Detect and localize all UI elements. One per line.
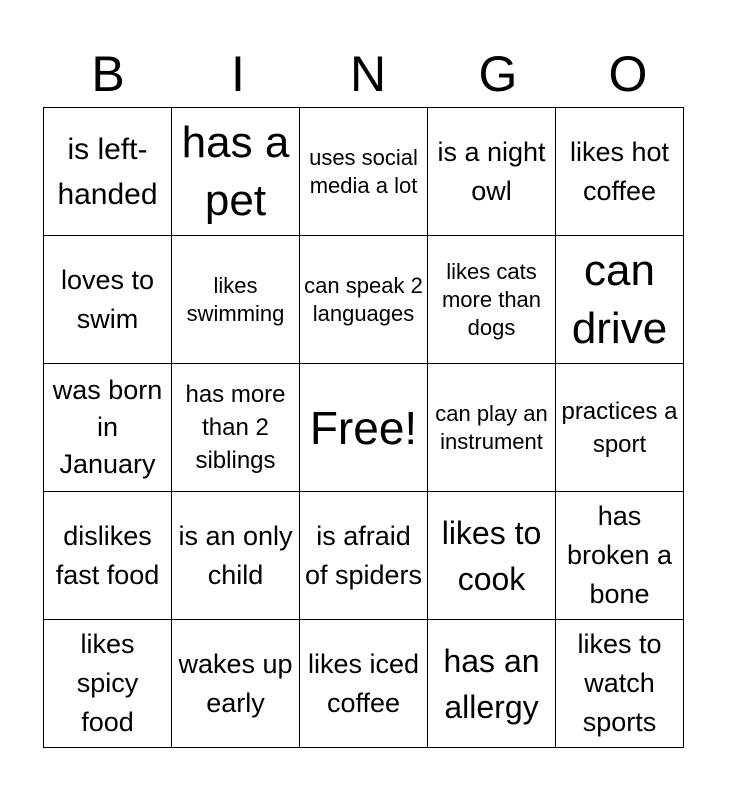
board-row <box>44 492 684 620</box>
bingo-cell[interactable] <box>44 620 172 748</box>
cell-text: likes to watch sports <box>577 629 662 737</box>
bingo-cell[interactable] <box>556 236 684 364</box>
bingo-cell[interactable] <box>428 108 556 236</box>
bingo-board <box>43 107 684 748</box>
bingo-cell[interactable] <box>300 236 428 364</box>
board-row <box>44 364 684 492</box>
cell-text: loves to swim <box>60 264 155 334</box>
board-row <box>44 108 684 236</box>
bingo-cell[interactable] <box>428 492 556 620</box>
cell-text: uses social media a lot <box>309 144 418 198</box>
cell-text: has a pet <box>181 117 290 225</box>
cell-text: likes spicy food <box>76 629 139 737</box>
bingo-cell[interactable] <box>172 620 300 748</box>
bingo-cell[interactable] <box>44 236 172 364</box>
cell-text: likes hot coffee <box>569 136 670 206</box>
bingo-cell[interactable] <box>44 492 172 620</box>
cell-text: is a night owl <box>437 136 546 206</box>
header-letter-g: G <box>478 46 518 102</box>
bingo-cell[interactable] <box>428 620 556 748</box>
cell-text: likes to cook <box>441 514 542 597</box>
header-letter-o: O <box>608 46 648 102</box>
bingo-cell[interactable] <box>44 364 172 492</box>
cell-text: has an allergy <box>443 642 540 725</box>
header-letter-n: N <box>349 46 387 102</box>
header-letter-i: I <box>231 46 245 102</box>
cell-text: has broken a bone <box>566 501 673 609</box>
bingo-cell[interactable] <box>300 364 428 492</box>
cell-text: is left-handed <box>57 132 158 211</box>
cell-text: wakes up early <box>178 648 293 718</box>
bingo-cell[interactable] <box>300 620 428 748</box>
bingo-header <box>43 40 693 108</box>
cell-text: is an only child <box>178 520 293 590</box>
bingo-cell[interactable] <box>428 236 556 364</box>
cell-text: dislikes fast food <box>55 520 160 590</box>
bingo-cell[interactable] <box>428 364 556 492</box>
bingo-cell[interactable] <box>172 492 300 620</box>
header-letter-b: B <box>91 46 125 102</box>
cell-text: practices a sport <box>561 397 678 458</box>
cell-text: can drive <box>571 245 668 353</box>
bingo-cell[interactable] <box>556 620 684 748</box>
free-space: Free! <box>309 401 418 454</box>
bingo-cell[interactable] <box>172 364 300 492</box>
cell-text: is afraid of spiders <box>304 520 423 590</box>
cell-text: was born in January <box>52 375 163 479</box>
board-row <box>44 236 684 364</box>
bingo-cell[interactable] <box>556 108 684 236</box>
bingo-cell[interactable] <box>300 108 428 236</box>
cell-text: likes cats more than dogs <box>441 258 542 340</box>
bingo-cell[interactable] <box>44 108 172 236</box>
board-row <box>44 620 684 748</box>
cell-text: can play an instrument <box>435 400 548 454</box>
bingo-cell[interactable] <box>556 492 684 620</box>
bingo-cell[interactable] <box>172 108 300 236</box>
bingo-cell[interactable] <box>300 492 428 620</box>
bingo-cell[interactable] <box>172 236 300 364</box>
cell-text: likes iced coffee <box>307 648 420 718</box>
bingo-cell[interactable] <box>556 364 684 492</box>
cell-text: can speak 2 languages <box>304 272 423 326</box>
cell-text: has more than 2 siblings <box>185 381 286 474</box>
cell-text: likes swimming <box>186 272 285 326</box>
